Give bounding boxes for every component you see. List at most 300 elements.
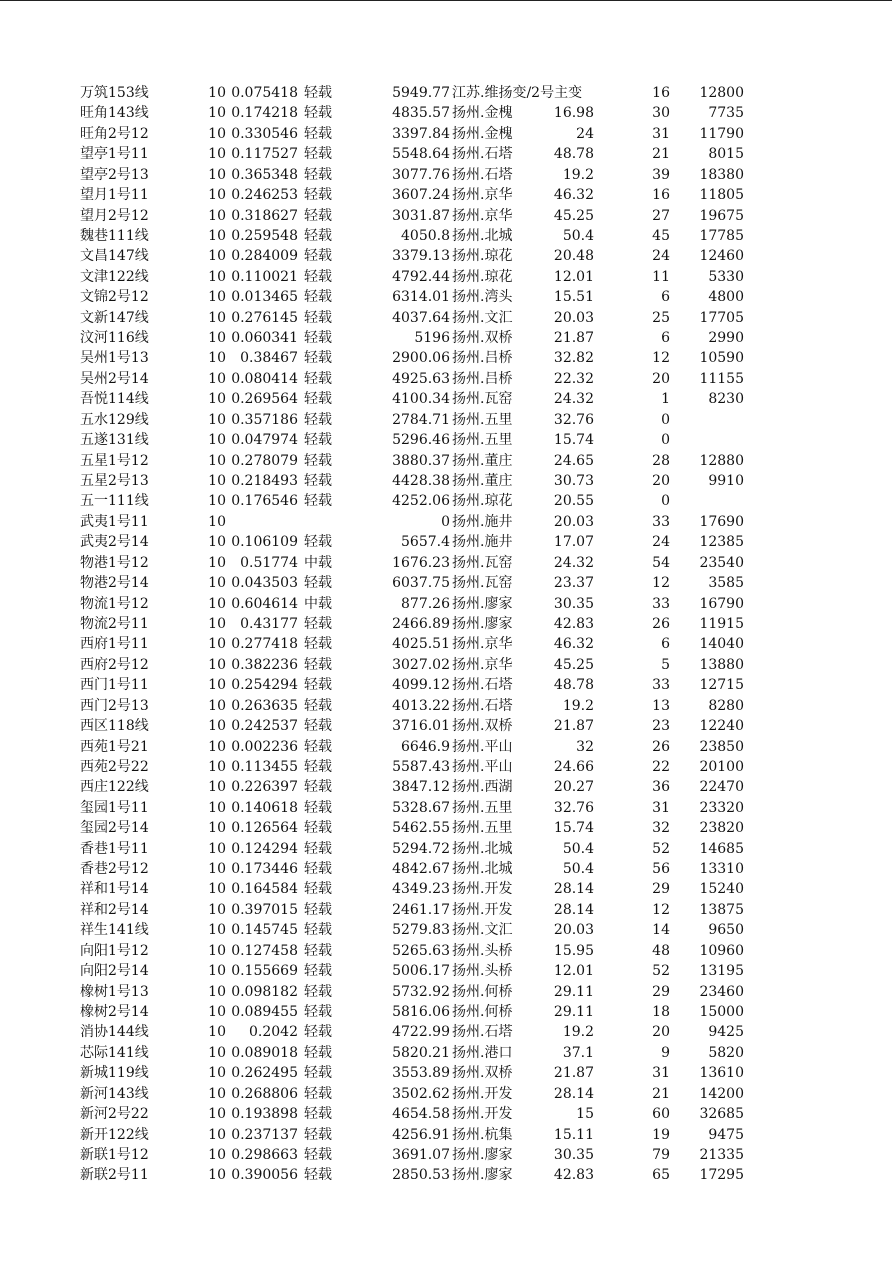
load-ratio-cell: 0.365348 <box>231 166 298 183</box>
total-cell: 17295 <box>699 1167 744 1184</box>
load-ratio-cell: 0.237137 <box>231 1126 298 1143</box>
substation-cell: 扬州.五里 <box>452 820 513 837</box>
length-cell: 32.76 <box>553 411 594 428</box>
table-row <box>80 655 780 675</box>
voltage-cell: 10 <box>208 738 226 755</box>
line-name-cell: 汶河116线 <box>80 330 149 347</box>
substation-cell: 扬州.董庄 <box>452 473 513 490</box>
length-cell: 28.14 <box>553 1085 594 1102</box>
length-cell: 20.55 <box>553 493 594 510</box>
total-cell: 13880 <box>699 656 744 673</box>
load-ratio-cell: 0.117527 <box>231 146 298 163</box>
load-ratio-cell: 0.126564 <box>231 820 298 837</box>
line-name-cell: 西府1号11 <box>80 636 149 653</box>
length-cell: 21.87 <box>553 330 594 347</box>
substation-cell: 扬州.西湖 <box>452 779 513 796</box>
capacity-cell: 4100.34 <box>392 391 450 408</box>
capacity-cell: 5462.55 <box>392 820 450 837</box>
load-status-cell: 轻载 <box>304 248 332 265</box>
total-cell: 16790 <box>699 595 744 612</box>
line-name-cell: 西门1号11 <box>80 677 149 694</box>
total-cell: 23820 <box>699 820 744 837</box>
load-ratio-cell: 0.38467 <box>240 350 298 367</box>
voltage-cell: 10 <box>208 861 226 878</box>
count-cell: 52 <box>652 963 670 980</box>
load-ratio-cell: 0.106109 <box>231 534 298 551</box>
capacity-cell: 5820.21 <box>392 1044 450 1061</box>
count-cell: 24 <box>652 248 670 265</box>
voltage-cell: 10 <box>208 248 226 265</box>
load-status-cell: 轻载 <box>304 534 332 551</box>
line-name-cell: 旺角2号12 <box>80 125 149 142</box>
voltage-cell: 10 <box>208 901 226 918</box>
voltage-cell: 10 <box>208 493 226 510</box>
substation-cell: 扬州.北城 <box>452 861 513 878</box>
line-name-cell: 五遂131线 <box>80 432 149 449</box>
voltage-cell: 10 <box>208 595 226 612</box>
table-row <box>80 1022 780 1042</box>
line-name-cell: 西府2号12 <box>80 656 149 673</box>
voltage-cell: 10 <box>208 370 226 387</box>
count-cell: 19 <box>652 1126 670 1143</box>
table-row <box>80 1043 780 1063</box>
line-name-cell: 新河143线 <box>80 1085 149 1102</box>
length-cell: 21.87 <box>553 718 594 735</box>
table-row <box>80 512 780 532</box>
count-cell: 29 <box>652 881 670 898</box>
length-cell: 15 <box>576 1106 594 1123</box>
total-cell: 17690 <box>699 513 744 530</box>
table-row <box>80 859 780 879</box>
substation-cell: 扬州.吕桥 <box>452 370 513 387</box>
voltage-cell: 10 <box>208 779 226 796</box>
total-cell: 23850 <box>699 738 744 755</box>
count-cell: 21 <box>652 1085 670 1102</box>
length-cell: 24.66 <box>553 758 594 775</box>
load-ratio-cell: 0.269564 <box>231 391 298 408</box>
substation-cell: 扬州.廖家 <box>452 1167 513 1184</box>
load-status-cell: 轻载 <box>304 1085 332 1102</box>
total-cell: 12385 <box>699 534 744 551</box>
total-cell: 23540 <box>699 554 744 571</box>
table-row <box>80 737 780 757</box>
voltage-cell: 10 <box>208 718 226 735</box>
capacity-cell: 1676.23 <box>392 554 450 571</box>
count-cell: 65 <box>652 1167 670 1184</box>
length-cell: 32.82 <box>553 350 594 367</box>
voltage-cell: 10 <box>208 289 226 306</box>
table-row <box>80 1063 780 1083</box>
substation-cell: 扬州.何桥 <box>452 983 513 1000</box>
voltage-cell: 10 <box>208 758 226 775</box>
substation-cell: 扬州.石塔 <box>452 677 513 694</box>
length-cell: 20.03 <box>553 513 594 530</box>
table-row <box>80 1002 780 1022</box>
load-ratio-cell: 0.218493 <box>231 473 298 490</box>
table-row <box>80 1145 780 1165</box>
total-cell: 20100 <box>699 758 744 775</box>
count-cell: 12 <box>652 575 670 592</box>
line-name-cell: 祥生141线 <box>80 922 149 939</box>
line-name-cell: 香巷2号12 <box>80 861 149 878</box>
voltage-cell: 10 <box>208 473 226 490</box>
capacity-cell: 4025.51 <box>392 636 450 653</box>
substation-cell: 扬州.开发 <box>452 901 513 918</box>
substation-cell: 扬州.石塔 <box>452 1024 513 1041</box>
line-name-cell: 橡树2号14 <box>80 1003 149 1020</box>
table-row <box>80 1165 780 1185</box>
load-status-cell: 轻载 <box>304 738 332 755</box>
table-row <box>80 83 780 103</box>
table-row <box>80 798 780 818</box>
count-cell: 14 <box>652 922 670 939</box>
load-status-cell: 轻载 <box>304 493 332 510</box>
substation-cell: 扬州.五里 <box>452 799 513 816</box>
substation-cell: 扬州.双桥 <box>452 1065 513 1082</box>
load-status-cell: 轻载 <box>304 840 332 857</box>
substation-cell: 扬州.京华 <box>452 187 513 204</box>
total-cell: 22470 <box>699 779 744 796</box>
voltage-cell: 10 <box>208 575 226 592</box>
line-name-cell: 向阳2号14 <box>80 963 149 980</box>
load-ratio-cell: 0.173446 <box>231 861 298 878</box>
capacity-cell: 4792.44 <box>392 268 450 285</box>
substation-cell: 扬州.廖家 <box>452 1146 513 1163</box>
table-row <box>80 573 780 593</box>
load-status-cell: 轻载 <box>304 881 332 898</box>
capacity-cell: 4349.23 <box>392 881 450 898</box>
voltage-cell: 10 <box>208 391 226 408</box>
table-row <box>80 246 780 266</box>
length-cell: 28.14 <box>553 881 594 898</box>
count-cell: 31 <box>652 125 670 142</box>
count-cell: 54 <box>652 554 670 571</box>
voltage-cell: 10 <box>208 411 226 428</box>
capacity-cell: 3880.37 <box>392 452 450 469</box>
length-cell: 20.48 <box>553 248 594 265</box>
line-name-cell: 五水129线 <box>80 411 149 428</box>
substation-cell: 扬州.金槐 <box>452 125 513 142</box>
voltage-cell: 10 <box>208 166 226 183</box>
substation-cell: 扬州.平山 <box>452 758 513 775</box>
line-name-cell: 新联2号11 <box>80 1167 149 1184</box>
line-name-cell: 文昌147线 <box>80 248 149 265</box>
substation-cell: 扬州.琼花 <box>452 268 513 285</box>
voltage-cell: 10 <box>208 1106 226 1123</box>
capacity-cell: 5949.77 <box>392 85 450 101</box>
length-cell: 29.11 <box>553 1003 594 1020</box>
table-row <box>80 532 780 552</box>
length-cell: 48.78 <box>553 677 594 694</box>
load-ratio-cell: 0.164584 <box>231 881 298 898</box>
line-name-cell: 新城119线 <box>80 1065 149 1082</box>
voltage-cell: 10 <box>208 799 226 816</box>
total-cell: 32685 <box>699 1106 744 1123</box>
length-cell: 19.2 <box>562 697 594 714</box>
count-cell: 18 <box>652 1003 670 1020</box>
line-name-cell: 玺园1号11 <box>80 799 149 816</box>
line-name-cell: 万筑153线 <box>80 85 149 101</box>
line-name-cell: 西门2号13 <box>80 697 149 714</box>
load-status-cell: 轻载 <box>304 411 332 428</box>
substation-cell: 扬州.文汇 <box>452 922 513 939</box>
length-cell: 22.32 <box>553 370 594 387</box>
count-cell: 1 <box>661 391 670 408</box>
load-status-cell: 轻载 <box>304 779 332 796</box>
total-cell: 9650 <box>708 922 744 939</box>
length-cell: 24.32 <box>553 554 594 571</box>
load-ratio-cell: 0.246253 <box>231 187 298 204</box>
total-cell: 17785 <box>699 227 744 244</box>
load-status-cell: 轻载 <box>304 1106 332 1123</box>
table-row <box>80 206 780 226</box>
length-cell: 23.37 <box>553 575 594 592</box>
line-name-cell: 吴州1号13 <box>80 350 149 367</box>
table-row <box>80 328 780 348</box>
load-ratio-cell: 0.262495 <box>231 1065 298 1082</box>
capacity-cell: 2784.71 <box>392 411 450 428</box>
capacity-cell: 4256.91 <box>392 1126 450 1143</box>
substation-cell: 扬州.五里 <box>452 432 513 449</box>
voltage-cell: 10 <box>208 677 226 694</box>
substation-cell: 扬州.开发 <box>452 1085 513 1102</box>
count-cell: 32 <box>652 820 670 837</box>
load-ratio-cell: 0.193898 <box>231 1106 298 1123</box>
load-ratio-cell: 0.140618 <box>231 799 298 816</box>
load-status-cell: 轻载 <box>304 432 332 449</box>
length-cell: 24 <box>576 125 594 142</box>
substation-cell: 扬州.开发 <box>452 1106 513 1123</box>
load-status-cell: 轻载 <box>304 861 332 878</box>
load-status-cell: 轻载 <box>304 718 332 735</box>
voltage-cell: 10 <box>208 309 226 326</box>
line-name-cell: 新联1号12 <box>80 1146 149 1163</box>
line-name-cell: 旺角143线 <box>80 105 149 122</box>
capacity-cell: 5279.83 <box>392 922 450 939</box>
total-cell: 2990 <box>708 330 744 347</box>
load-status-cell: 轻载 <box>304 820 332 837</box>
capacity-cell: 4835.57 <box>392 105 450 122</box>
load-status-cell: 轻载 <box>304 309 332 326</box>
table-row <box>80 982 780 1002</box>
capacity-cell: 4013.22 <box>392 697 450 714</box>
capacity-cell: 3553.89 <box>392 1065 450 1082</box>
substation-cell: 扬州.琼花 <box>452 248 513 265</box>
table-row <box>80 757 780 777</box>
load-status-cell: 轻载 <box>304 636 332 653</box>
capacity-cell: 4037.64 <box>392 309 450 326</box>
total-cell: 15240 <box>699 881 744 898</box>
load-ratio-cell: 0.127458 <box>231 942 298 959</box>
line-name-cell: 文锦2号12 <box>80 289 149 306</box>
table-row <box>80 369 780 389</box>
table-row <box>80 1084 780 1104</box>
load-status-cell: 轻载 <box>304 799 332 816</box>
load-ratio-cell: 0.43177 <box>240 615 298 632</box>
load-ratio-cell: 0.075418 <box>231 85 298 101</box>
substation-cell: 扬州.施井 <box>452 534 513 551</box>
line-name-cell: 消协144线 <box>80 1024 149 1041</box>
capacity-cell: 5587.43 <box>392 758 450 775</box>
voltage-cell: 10 <box>208 697 226 714</box>
voltage-cell: 10 <box>208 1126 226 1143</box>
load-ratio-cell: 0.047974 <box>231 432 298 449</box>
voltage-cell: 10 <box>208 820 226 837</box>
voltage-cell: 10 <box>208 534 226 551</box>
substation-cell: 扬州.吕桥 <box>452 350 513 367</box>
length-cell: 12.01 <box>553 963 594 980</box>
voltage-cell: 10 <box>208 432 226 449</box>
length-cell: 46.32 <box>553 187 594 204</box>
count-cell: 28 <box>652 452 670 469</box>
substation-cell: 扬州.琼花 <box>452 493 513 510</box>
load-status-cell: 轻载 <box>304 105 332 122</box>
load-ratio-cell: 0.330546 <box>231 125 298 142</box>
substation-cell: 扬州.文汇 <box>452 309 513 326</box>
load-status-cell: 轻载 <box>304 268 332 285</box>
substation-cell: 扬州.杭集 <box>452 1126 513 1143</box>
total-cell: 5820 <box>708 1044 744 1061</box>
length-cell: 24.32 <box>553 391 594 408</box>
table-row <box>80 165 780 185</box>
capacity-cell: 5816.06 <box>392 1003 450 1020</box>
count-cell: 11 <box>652 268 670 285</box>
substation-cell: 扬州.头桥 <box>452 963 513 980</box>
load-status-cell: 轻载 <box>304 615 332 632</box>
length-cell: 15.95 <box>553 942 594 959</box>
total-cell: 12240 <box>699 718 744 735</box>
table-row <box>80 185 780 205</box>
table-row <box>80 594 780 614</box>
voltage-cell: 10 <box>208 268 226 285</box>
load-status-cell: 轻载 <box>304 207 332 224</box>
length-cell: 15.74 <box>553 432 594 449</box>
line-name-cell: 芯际141线 <box>80 1044 149 1061</box>
capacity-cell: 2900.06 <box>392 350 450 367</box>
capacity-cell: 5657.4 <box>401 534 450 551</box>
voltage-cell: 10 <box>208 1065 226 1082</box>
voltage-cell: 10 <box>208 207 226 224</box>
table-row <box>80 614 780 634</box>
load-ratio-cell: 0.268806 <box>231 1085 298 1102</box>
line-name-cell: 文津122线 <box>80 268 149 285</box>
capacity-cell: 5006.17 <box>392 963 450 980</box>
total-cell: 9425 <box>708 1024 744 1041</box>
load-ratio-cell: 0.226397 <box>231 779 298 796</box>
voltage-cell: 10 <box>208 615 226 632</box>
total-cell: 8280 <box>708 697 744 714</box>
table-row <box>80 839 780 859</box>
line-name-cell: 望月1号11 <box>80 187 149 204</box>
line-name-cell: 西苑1号21 <box>80 738 149 755</box>
line-name-cell: 望月2号12 <box>80 207 149 224</box>
line-name-cell: 武夷2号14 <box>80 534 149 551</box>
line-name-cell: 橡树1号13 <box>80 983 149 1000</box>
line-name-cell: 香巷1号11 <box>80 840 149 857</box>
line-name-cell: 望亭1号11 <box>80 146 149 163</box>
total-cell: 8230 <box>708 391 744 408</box>
count-cell: 52 <box>652 840 670 857</box>
load-ratio-cell: 0.080414 <box>231 370 298 387</box>
total-cell: 12880 <box>699 452 744 469</box>
count-cell: 33 <box>652 677 670 694</box>
load-ratio-cell: 0.2042 <box>249 1024 298 1041</box>
table-row <box>80 348 780 368</box>
count-cell: 31 <box>652 1065 670 1082</box>
load-status-cell: 轻载 <box>304 1003 332 1020</box>
length-cell: 24.65 <box>553 452 594 469</box>
capacity-cell: 5296.46 <box>392 432 450 449</box>
capacity-cell: 6037.75 <box>392 575 450 592</box>
voltage-cell: 10 <box>208 656 226 673</box>
total-cell: 4800 <box>708 289 744 306</box>
load-status-cell: 轻载 <box>304 1024 332 1041</box>
line-name-cell: 玺园2号14 <box>80 820 149 837</box>
voltage-cell: 10 <box>208 922 226 939</box>
length-cell: 20.27 <box>553 779 594 796</box>
load-ratio-cell: 0.259548 <box>231 227 298 244</box>
voltage-cell: 10 <box>208 881 226 898</box>
table-row <box>80 226 780 246</box>
load-ratio-cell: 0.089455 <box>231 1003 298 1020</box>
load-status-cell: 轻载 <box>304 963 332 980</box>
length-cell: 12.01 <box>553 268 594 285</box>
count-cell: 33 <box>652 513 670 530</box>
voltage-cell: 10 <box>208 1024 226 1041</box>
voltage-cell: 10 <box>208 554 226 571</box>
length-cell: 15.74 <box>553 820 594 837</box>
table-row <box>80 267 780 287</box>
load-status-cell: 轻载 <box>304 901 332 918</box>
length-cell: 50.4 <box>562 840 594 857</box>
load-status-cell: 轻载 <box>304 1146 332 1163</box>
length-cell: 30.73 <box>553 473 594 490</box>
line-name-cell: 新河2号22 <box>80 1106 149 1123</box>
load-ratio-cell: 0.382236 <box>231 656 298 673</box>
load-status-cell: 轻载 <box>304 166 332 183</box>
capacity-cell: 5732.92 <box>392 983 450 1000</box>
length-cell: 42.83 <box>553 1167 594 1184</box>
total-cell: 14040 <box>699 636 744 653</box>
line-name-cell: 西区118线 <box>80 718 149 735</box>
count-cell: 45 <box>652 227 670 244</box>
total-cell: 14685 <box>699 840 744 857</box>
load-ratio-cell: 0.277418 <box>231 636 298 653</box>
table-row <box>80 144 780 164</box>
count-cell: 0 <box>661 493 670 510</box>
length-cell: 17.07 <box>553 534 594 551</box>
voltage-cell: 10 <box>208 227 226 244</box>
total-cell: 10590 <box>699 350 744 367</box>
total-cell: 5330 <box>708 268 744 285</box>
table-row <box>80 818 780 838</box>
voltage-cell: 10 <box>208 105 226 122</box>
count-cell: 6 <box>661 636 670 653</box>
count-cell: 20 <box>652 1024 670 1041</box>
count-cell: 27 <box>652 207 670 224</box>
total-cell: 3585 <box>708 575 744 592</box>
length-cell: 48.78 <box>553 146 594 163</box>
length-cell: 30.35 <box>553 595 594 612</box>
load-status-cell: 轻载 <box>304 330 332 347</box>
capacity-cell: 2466.89 <box>392 615 450 632</box>
length-cell: 19.2 <box>562 166 594 183</box>
length-cell: 16.98 <box>553 105 594 122</box>
total-cell: 13610 <box>699 1065 744 1082</box>
count-cell: 6 <box>661 289 670 306</box>
table-row <box>80 777 780 797</box>
table-row <box>80 389 780 409</box>
